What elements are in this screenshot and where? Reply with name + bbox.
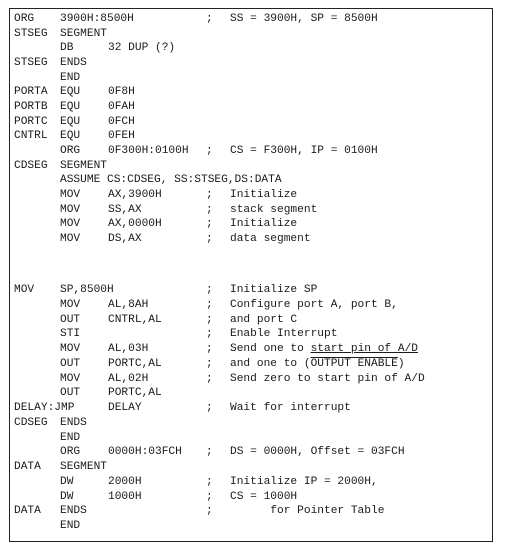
comment-marker: ; [206,284,213,296]
code-mnemonic: END [60,71,81,84]
comment-marker: ; [206,475,213,488]
code-label: CNTRL [14,130,48,143]
code-operand: DS,AX [108,232,142,245]
code-mnemonic: ENDS [60,416,87,429]
code-label: DELAY:JMP [14,402,75,414]
code-operand: AL,02H [108,372,149,385]
code-operand: 0F300H:0100H [108,144,189,157]
code-mnemonic: SEGMENT [60,461,107,473]
comment-marker: ; [206,372,213,385]
comment-marker: ; [206,328,213,341]
code-mnemonic: OUT [60,313,81,326]
code-mnemonic: MOV [60,298,81,311]
code-label: ORG [14,13,35,25]
comment-marker: ; [206,505,213,518]
code-operand: 2000H [108,475,142,488]
comment-marker: ; [206,188,213,201]
code-comment: Initialize SP [230,284,318,296]
code-operand: CNTRL,AL [108,313,162,326]
code-mnemonic: MOV [60,188,81,201]
code-mnemonic: DW [60,475,74,488]
code-operand: 0FEH [108,130,135,143]
code-mnemonic: OUT [60,357,81,370]
code-comment: stack segment [230,203,318,216]
code-comment: CS = 1000H [230,490,298,503]
comment-marker: ; [206,232,213,245]
comment-marker: ; [206,298,213,311]
code-comment: Initialize [230,188,298,201]
code-comment: CS = F300H, IP = 0100H [230,144,378,157]
code-mnemonic: DB [60,42,74,55]
code-operand: 32 DUP (?) [108,42,176,55]
code-mnemonic: MOV [60,343,81,355]
code-comment [230,342,418,357]
code-mnemonic: ORG [60,446,81,459]
code-comment: for Pointer Table [230,505,385,518]
code-mnemonic: SEGMENT [60,27,107,40]
code-label: PORTB [14,100,48,113]
code-mnemonic: SEGMENT [60,159,107,172]
code-mnemonic: ASSUME CS:CDSEG, SS:STSEG,DS:DATA [60,174,282,187]
code-mnemonic: EQU [60,86,81,99]
code-operand: PORTC,AL [108,357,162,370]
code-comment: Initialize [230,218,298,231]
code-label: CDSEG [14,416,48,429]
code-label: MOV [14,284,35,296]
code-mnemonic: 3900H:8500H [60,13,134,25]
code-operand: 0000H:03FCH [108,446,182,459]
comment-marker: ; [206,343,213,355]
code-comment: Configure port A, port B, [230,298,398,311]
code-comment: DS = 0000H, Offset = 03FCH [230,446,405,459]
code-comment: Wait for interrupt [230,402,351,414]
code-mnemonic: MOV [60,218,81,231]
comment-marker: ; [206,490,213,503]
code-mnemonic: STI [60,328,81,341]
comment-marker: ; [206,357,213,370]
code-mnemonic: SP,8500H [60,284,114,296]
comment-marker: ; [206,218,213,231]
code-operand: AL,03H [108,343,149,355]
comment-marker: ; [206,446,213,459]
code-comment: Send zero to start pin of A/D [230,372,425,385]
code-label: PORTC [14,115,48,128]
code-mnemonic: DW [60,490,74,503]
code-mnemonic: MOV [60,232,81,245]
code-label: DATA [14,461,41,473]
code-mnemonic: END [60,431,81,444]
code-label: CDSEG [14,159,48,172]
code-label: PORTA [14,86,48,99]
code-mnemonic: ENDS [60,57,87,69]
code-mnemonic: OUT [60,387,81,400]
code-comment: Enable Interrupt [230,328,338,341]
code-operand: DELAY [108,402,142,414]
code-operand: 0FCH [108,115,135,128]
code-mnemonic: ENDS [60,505,87,518]
code-operand: 0FAH [108,100,135,113]
comment-marker: ; [206,13,213,25]
code-comment-part: OUTPUT ENABLE [310,357,398,370]
code-comment-part: ) [397,357,405,370]
code-label: STSEG [14,27,48,40]
comment-marker: ; [206,313,213,326]
code-mnemonic: END [60,520,81,532]
code-comment: and port C [230,313,298,326]
code-mnemonic: MOV [60,203,81,216]
code-operand: 1000H [108,490,142,503]
code-mnemonic: EQU [60,115,81,128]
code-comment-part: and one to ( [230,357,311,370]
code-operand: AL,8AH [108,298,149,311]
comment-marker: ; [206,402,213,414]
listing-break [9,250,493,264]
code-operand: 0F8H [108,86,135,99]
code-label: STSEG [14,57,48,69]
code-mnemonic: MOV [60,372,81,385]
code-operand: AX,0000H [108,218,162,231]
code-operand: AX,3900H [108,188,162,201]
comment-marker: ; [206,144,213,157]
comment-marker: ; [206,203,213,216]
code-label: DATA [14,505,41,518]
code-operand: PORTC,AL [108,387,162,400]
code-comment: data segment [230,232,311,245]
code-operand: SS,AX [108,203,142,216]
code-comment: SS = 3900H, SP = 8500H [230,13,378,25]
code-mnemonic: EQU [60,100,81,113]
code-mnemonic: ORG [60,144,81,157]
code-comment [230,357,405,372]
code-comment: Initialize IP = 2000H, [230,475,378,488]
code-comment-part: Send one to [230,343,311,355]
code-comment-part: start pin of A/D [310,343,418,355]
code-mnemonic: EQU [60,130,81,143]
